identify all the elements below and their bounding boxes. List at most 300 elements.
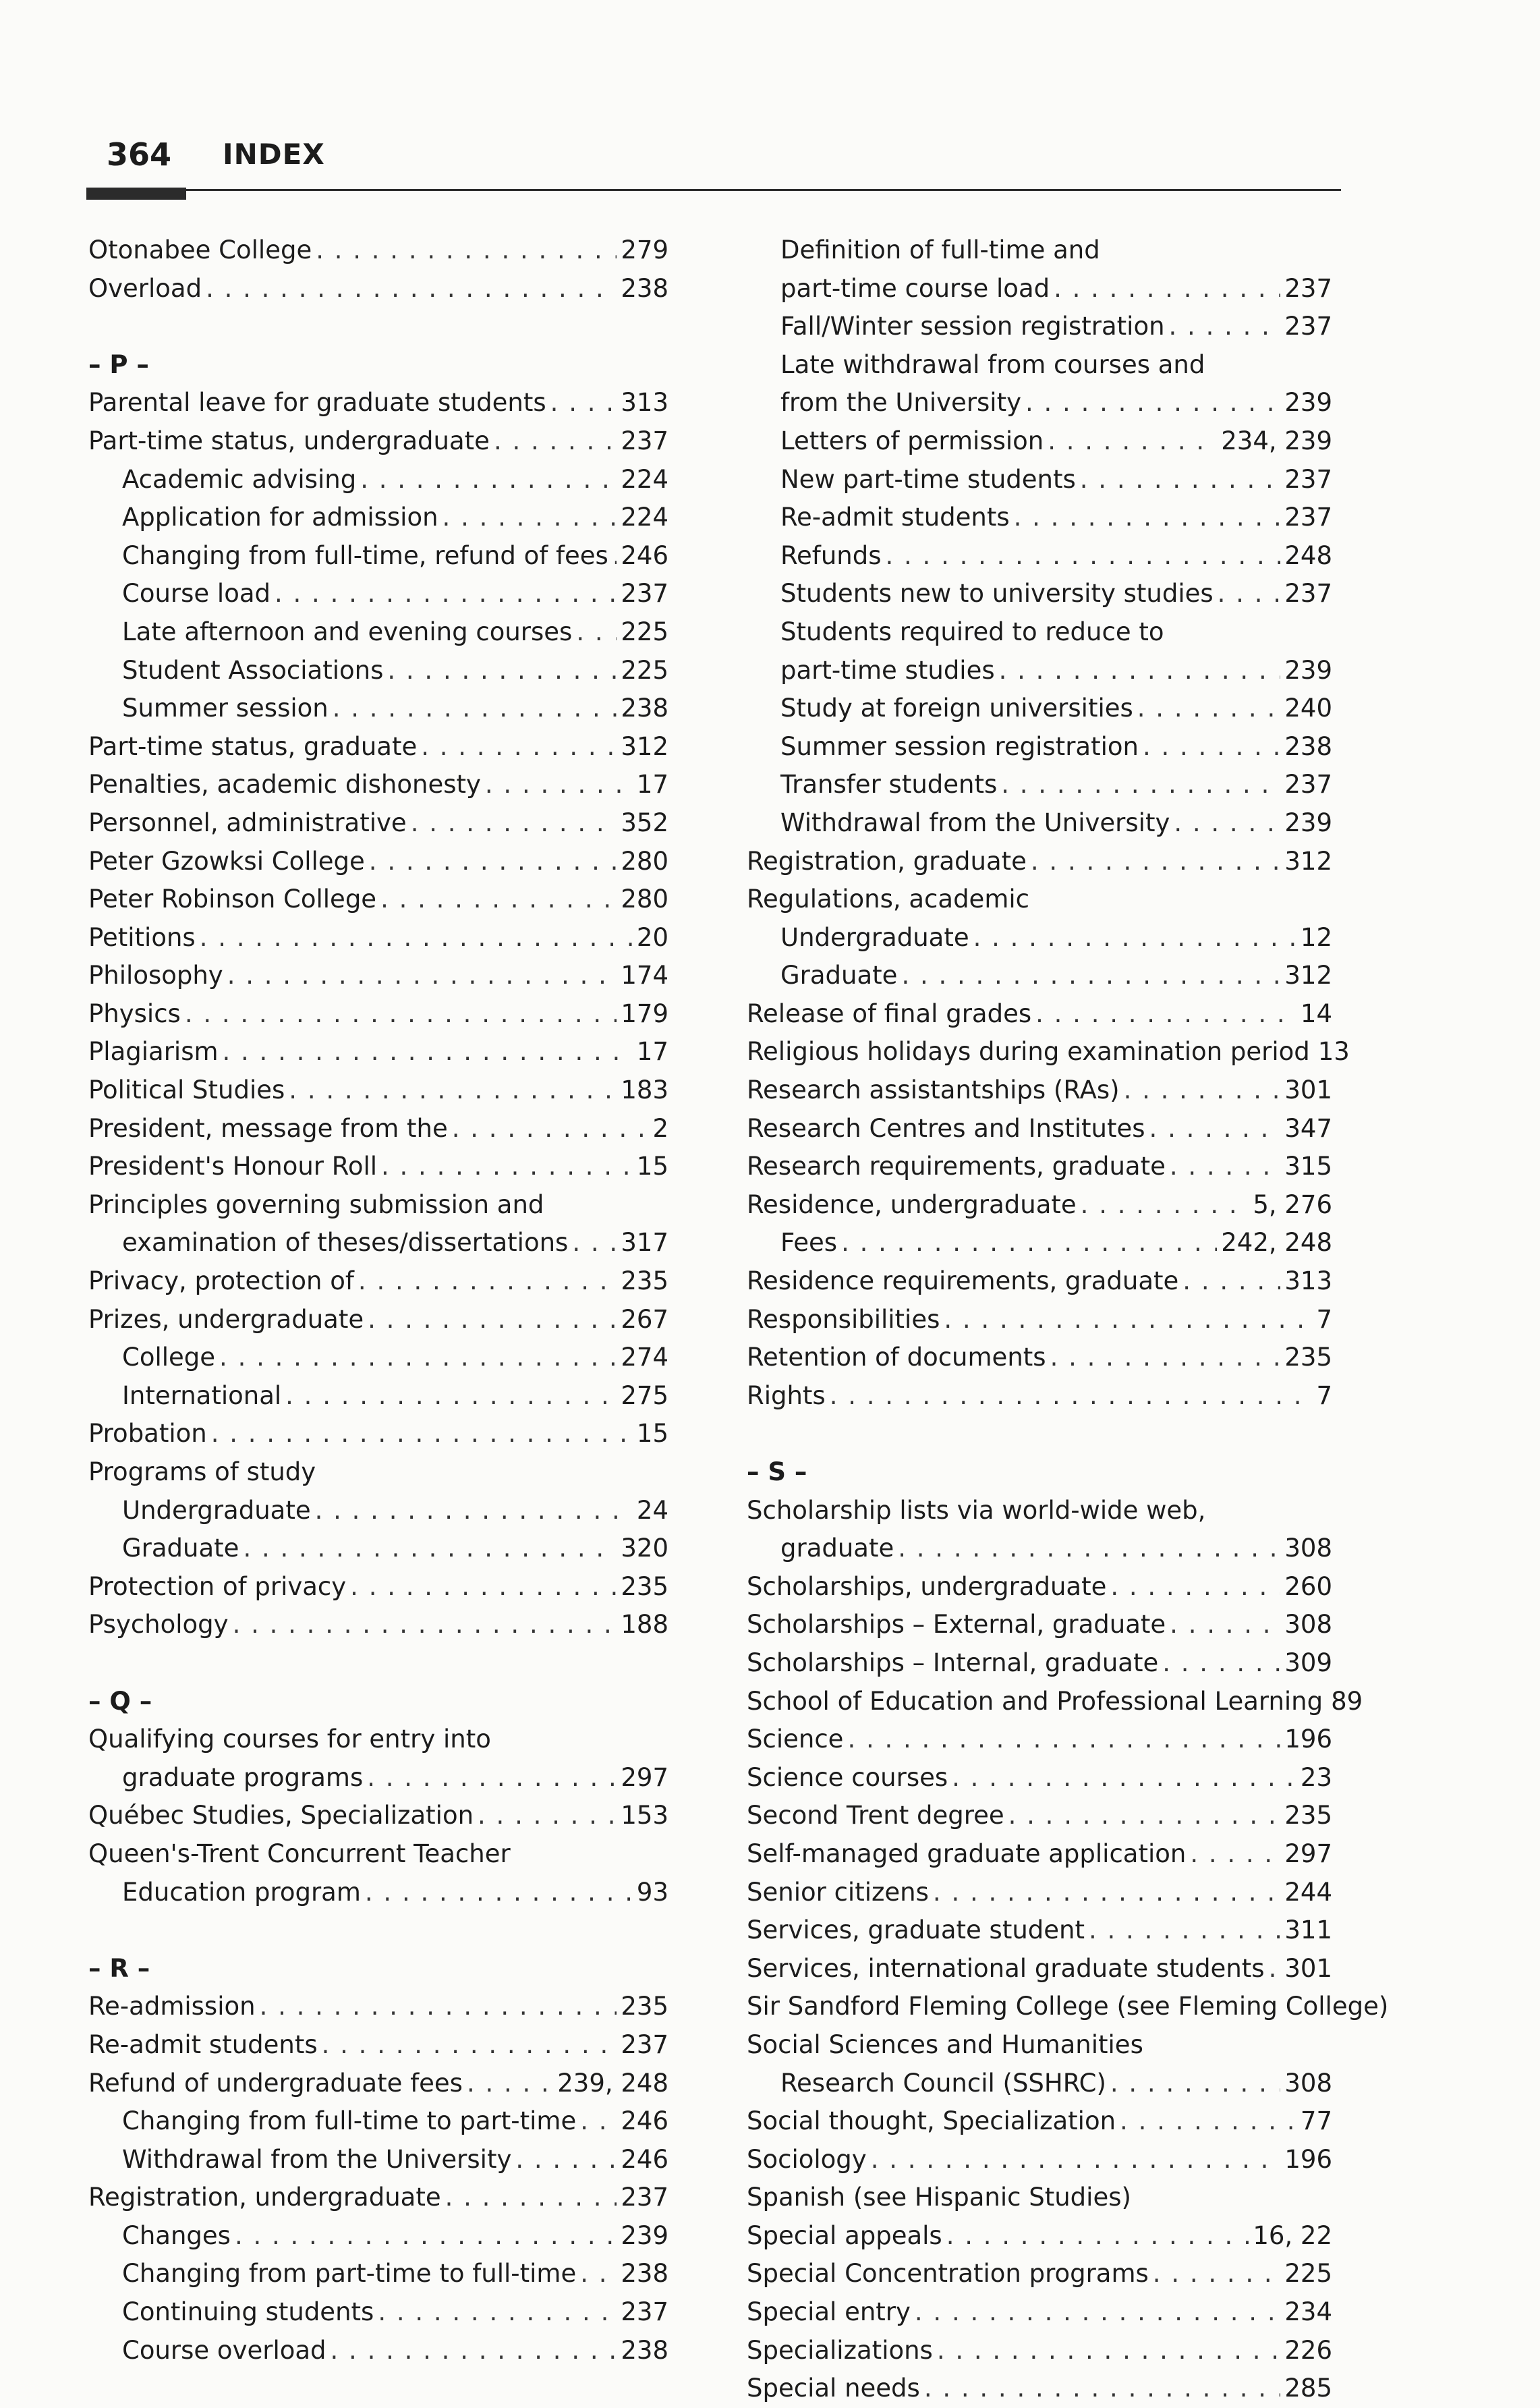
dot-leader bbox=[580, 2102, 617, 2141]
dot-leader bbox=[886, 537, 1281, 576]
entry-pages: 242, 248 bbox=[1221, 1228, 1332, 1258]
entry-term: Students new to university studies bbox=[780, 579, 1214, 609]
dot-leader bbox=[387, 652, 617, 690]
page-header bbox=[86, 132, 1341, 193]
entry-term: Graduate bbox=[780, 961, 898, 990]
entry-term: Privacy, protection of bbox=[88, 1266, 354, 1296]
dot-leader bbox=[924, 2370, 1281, 2408]
index-subentry bbox=[88, 2141, 668, 2179]
dot-leader bbox=[233, 1606, 617, 1644]
entry-term: Student Associations bbox=[122, 655, 384, 685]
dot-leader bbox=[485, 766, 633, 804]
dot-leader bbox=[494, 422, 617, 461]
entry-pages: 14 bbox=[1300, 999, 1332, 1028]
entry-pages: 347 bbox=[1284, 1113, 1332, 1143]
entry-pages: 224 bbox=[621, 503, 668, 532]
index-subentry bbox=[88, 461, 668, 499]
section-letter bbox=[747, 1453, 1332, 1492]
entry-term: graduate programs bbox=[122, 1762, 364, 1792]
index-entry bbox=[747, 2217, 1332, 2256]
dot-leader bbox=[289, 1071, 617, 1110]
dot-leader bbox=[952, 1759, 1296, 1797]
entry-pages: 313 bbox=[621, 388, 668, 418]
dot-leader bbox=[1110, 2065, 1280, 2103]
entry-term: Self-managed graduate application bbox=[747, 1839, 1187, 1868]
entry-term: Second Trent degree bbox=[747, 1801, 1004, 1830]
index-entry bbox=[747, 1911, 1332, 1950]
entry-term: Queen's-Trent Concurrent Teacher bbox=[88, 1839, 511, 1868]
entry-pages: 239 bbox=[621, 2220, 668, 2250]
dot-leader bbox=[421, 728, 617, 766]
entry-pages: 89 bbox=[1331, 1686, 1363, 1716]
entry-pages: 224 bbox=[621, 464, 668, 494]
dot-leader bbox=[1149, 1110, 1281, 1148]
entry-term: Penalties, academic dishonesty bbox=[88, 770, 481, 800]
dot-leader bbox=[260, 1988, 617, 2026]
section-letter bbox=[88, 1950, 668, 1988]
index-subentry bbox=[88, 2102, 668, 2141]
entry-term: School of Education and Professional Learning bbox=[747, 1686, 1323, 1716]
entry-pages: 237 bbox=[1284, 312, 1332, 341]
entry-term: – S – bbox=[747, 1457, 807, 1486]
entry-pages: 238 bbox=[621, 694, 668, 723]
entry-pages: 234, 239 bbox=[1221, 426, 1332, 455]
dot-leader bbox=[933, 1874, 1280, 1912]
entry-pages: 237 bbox=[1284, 464, 1332, 494]
dot-leader bbox=[411, 804, 617, 843]
dot-leader bbox=[275, 575, 617, 613]
entry-pages: 237 bbox=[621, 2297, 668, 2327]
entry-term: Registration, undergraduate bbox=[88, 2183, 441, 2212]
dot-leader bbox=[1089, 1911, 1280, 1950]
entry-term: Re-admit students bbox=[88, 2029, 318, 2059]
entry-pages: 235 bbox=[621, 1266, 668, 1296]
entry-term: Philosophy bbox=[88, 961, 223, 990]
dot-leader bbox=[1174, 804, 1280, 843]
entry-term: Special entry bbox=[747, 2297, 911, 2327]
entry-term: Application for admission bbox=[122, 503, 438, 532]
index-entry bbox=[747, 880, 1332, 919]
entry-term: Services, graduate student bbox=[747, 1915, 1085, 1945]
dot-leader bbox=[219, 1339, 617, 1377]
entry-term: Course overload bbox=[122, 2335, 326, 2365]
index-subentry bbox=[88, 1530, 668, 1568]
entry-term: Science courses bbox=[747, 1762, 948, 1792]
entry-pages: 309 bbox=[1284, 1648, 1332, 1677]
entry-term: International bbox=[122, 1380, 282, 1410]
entry-term: Undergraduate bbox=[780, 922, 969, 952]
entry-pages: 225 bbox=[621, 655, 668, 685]
entry-term: Spanish (see Hispanic Studies) bbox=[747, 2183, 1131, 2212]
dot-leader bbox=[1001, 766, 1280, 804]
entry-pages: 239 bbox=[1284, 655, 1332, 685]
index-entry bbox=[88, 1262, 668, 1301]
dot-leader bbox=[368, 1301, 617, 1339]
index-entry bbox=[747, 1874, 1332, 1912]
index-entry bbox=[747, 1988, 1389, 2026]
entry-term: Research Council (SSHRC) bbox=[780, 2068, 1106, 2098]
index-subentry bbox=[747, 766, 1332, 804]
dot-leader bbox=[937, 2332, 1281, 2370]
entry-term: Religious holidays during examination period bbox=[747, 1037, 1310, 1067]
index-entry bbox=[747, 1339, 1332, 1377]
dot-leader bbox=[612, 537, 617, 576]
entry-pages: 246 bbox=[621, 2106, 668, 2136]
entry-pages: 246 bbox=[621, 540, 668, 570]
entry-pages: 179 bbox=[621, 999, 668, 1028]
entry-term: Peter Robinson College bbox=[88, 885, 377, 914]
entry-term: Re-admission bbox=[88, 1992, 256, 2021]
entry-term: graduate bbox=[780, 1534, 894, 1563]
index-subentry bbox=[747, 422, 1332, 461]
entry-term: Principles governing submission and bbox=[88, 1189, 544, 1219]
dot-leader bbox=[1110, 1568, 1280, 1606]
entry-term: Special needs bbox=[747, 2374, 920, 2403]
dot-leader bbox=[478, 1797, 617, 1835]
index-subentry bbox=[747, 957, 1332, 995]
entry-pages: 312 bbox=[1284, 961, 1332, 990]
dot-leader bbox=[322, 2026, 617, 2065]
entry-term: Summer session bbox=[122, 694, 329, 723]
entry-term: Science bbox=[747, 1725, 844, 1754]
index-subentry bbox=[747, 537, 1332, 576]
entry-pages: 16, 22 bbox=[1253, 2220, 1332, 2250]
index-entry bbox=[88, 1453, 668, 1492]
index-entry bbox=[747, 2026, 1332, 2065]
index-entry bbox=[88, 1988, 668, 2026]
entry-term: Senior citizens bbox=[747, 1877, 929, 1907]
entry-term: Political Studies bbox=[88, 1075, 285, 1105]
entry-term: Scholarships – External, graduate bbox=[747, 1610, 1166, 1640]
entry-pages: 297 bbox=[1284, 1839, 1332, 1868]
dot-leader bbox=[1035, 995, 1296, 1034]
entry-term: Research assistantships (RAs) bbox=[747, 1075, 1120, 1105]
index-subentry bbox=[88, 575, 668, 613]
entry-pages: 239 bbox=[1284, 808, 1332, 837]
dot-leader bbox=[1014, 499, 1281, 537]
entry-term: Services, international graduate students bbox=[747, 1953, 1265, 1983]
dot-leader bbox=[1050, 1339, 1281, 1377]
index-entry bbox=[88, 2026, 668, 2065]
entry-pages: 24 bbox=[636, 1495, 668, 1525]
entry-term: Protection of privacy bbox=[88, 1571, 347, 1601]
index-entry bbox=[88, 957, 668, 995]
dot-leader bbox=[316, 231, 617, 270]
entry-pages: 237 bbox=[1284, 770, 1332, 800]
index-subentry bbox=[747, 308, 1332, 346]
dot-leader bbox=[841, 1224, 1217, 1262]
index-entry bbox=[88, 2065, 668, 2103]
index-entry bbox=[747, 1262, 1332, 1301]
entry-pages: 235 bbox=[621, 1992, 668, 2021]
index-subentry bbox=[88, 690, 668, 728]
entry-pages: 235 bbox=[1284, 1343, 1332, 1372]
dot-leader bbox=[1162, 1644, 1280, 1683]
index-entry bbox=[88, 1301, 668, 1339]
index-entry bbox=[747, 1797, 1332, 1835]
index-entry bbox=[747, 2255, 1332, 2293]
dot-leader bbox=[211, 1415, 633, 1453]
dot-leader bbox=[369, 843, 617, 881]
entry-pages: 183 bbox=[621, 1075, 668, 1105]
section-gap bbox=[88, 308, 668, 346]
index-entry bbox=[747, 1835, 1332, 1874]
entry-pages: 239, 248 bbox=[557, 2068, 668, 2098]
index-entry bbox=[88, 804, 668, 843]
dot-leader bbox=[380, 880, 617, 919]
index-entry bbox=[88, 231, 668, 270]
dot-leader bbox=[378, 2293, 617, 2332]
entry-term: Specializations bbox=[747, 2335, 933, 2365]
entry-term: Peter Gzowksi College bbox=[88, 846, 365, 876]
entry-term: Research requirements, graduate bbox=[747, 1152, 1166, 1181]
index-entry bbox=[88, 1835, 668, 1874]
entry-pages: 153 bbox=[621, 1801, 668, 1830]
entry-term: Refund of undergraduate fees bbox=[88, 2068, 463, 2098]
entry-term: Residence requirements, graduate bbox=[747, 1266, 1179, 1296]
entry-term: New part-time students bbox=[780, 464, 1076, 494]
entry-term: Changing from part-time to full-time bbox=[122, 2259, 577, 2289]
index-entry bbox=[88, 919, 668, 957]
dot-leader bbox=[1170, 1148, 1281, 1186]
index-entry bbox=[747, 1759, 1332, 1797]
entry-pages: 315 bbox=[1284, 1152, 1332, 1181]
entry-pages: 244 bbox=[1284, 1877, 1332, 1907]
entry-pages: 238 bbox=[621, 273, 668, 303]
entry-pages: 352 bbox=[621, 808, 668, 837]
dot-leader bbox=[452, 1110, 649, 1148]
index-entry bbox=[747, 1644, 1332, 1683]
dot-leader bbox=[206, 270, 617, 308]
index-entry bbox=[747, 2370, 1332, 2408]
dot-leader bbox=[1031, 843, 1280, 881]
index-subentry bbox=[88, 2293, 668, 2332]
entry-term: – R – bbox=[88, 1953, 150, 1983]
entry-term: from the University bbox=[780, 388, 1021, 418]
index-subentry bbox=[747, 728, 1332, 766]
entry-pages: 301 bbox=[1284, 1953, 1332, 1983]
entry-pages: 267 bbox=[621, 1304, 668, 1334]
index-entry bbox=[88, 843, 668, 881]
index-entry bbox=[88, 1148, 668, 1186]
index-subentry bbox=[88, 2217, 668, 2256]
entry-term: Physics bbox=[88, 999, 181, 1028]
entry-term: Fall/Winter session registration bbox=[780, 312, 1165, 341]
entry-pages: 274 bbox=[621, 1343, 668, 1372]
entry-term: Québec Studies, Specialization bbox=[88, 1801, 474, 1830]
entry-term: Psychology bbox=[88, 1610, 229, 1640]
index-entry bbox=[747, 995, 1332, 1034]
entry-pages: 226 bbox=[1284, 2335, 1332, 2365]
dot-leader bbox=[358, 1262, 617, 1301]
entry-pages: 238 bbox=[1284, 731, 1332, 761]
entry-pages: 240 bbox=[1284, 694, 1332, 723]
index-subentry bbox=[88, 537, 668, 576]
entry-term: Withdrawal from the University bbox=[122, 2144, 512, 2174]
dot-leader bbox=[227, 957, 617, 995]
dot-leader bbox=[331, 2332, 617, 2370]
dot-leader bbox=[830, 1377, 1313, 1416]
dot-leader bbox=[1169, 308, 1281, 346]
page-title: INDEX bbox=[223, 138, 325, 171]
entry-pages: 308 bbox=[1284, 1534, 1332, 1563]
dot-leader bbox=[1025, 384, 1280, 422]
index-entry bbox=[88, 1568, 668, 1606]
entry-pages: 317 bbox=[621, 1228, 668, 1258]
dot-leader bbox=[847, 1720, 1280, 1759]
entry-pages: 235 bbox=[1284, 1801, 1332, 1830]
entry-term: Petitions bbox=[88, 922, 196, 952]
entry-term: Transfer students bbox=[780, 770, 998, 800]
index-subentry bbox=[747, 919, 1332, 957]
index-entry bbox=[747, 2179, 1332, 2217]
index-subentry bbox=[747, 346, 1332, 385]
entry-pages: 308 bbox=[1284, 1610, 1332, 1640]
index-subentry bbox=[88, 613, 668, 652]
index-entry bbox=[88, 384, 668, 422]
index-entry bbox=[747, 1950, 1332, 1988]
entry-term: Changing from full-time to part-time bbox=[122, 2106, 577, 2136]
index-subentry bbox=[88, 652, 668, 690]
index-entry bbox=[88, 1720, 668, 1759]
entry-pages: 15 bbox=[636, 1419, 668, 1449]
entry-term: Qualifying courses for entry into bbox=[88, 1725, 491, 1754]
dot-leader bbox=[223, 1033, 633, 1071]
index-entry bbox=[747, 1186, 1332, 1225]
dot-leader bbox=[315, 1492, 633, 1530]
index-subentry bbox=[88, 1492, 668, 1530]
index-subentry bbox=[747, 690, 1332, 728]
dot-leader bbox=[1153, 2255, 1281, 2293]
entry-pages: 237 bbox=[621, 2183, 668, 2212]
index-subentry bbox=[88, 1874, 668, 1912]
entry-pages: 196 bbox=[1284, 2144, 1332, 2174]
entry-term: Research Centres and Institutes bbox=[747, 1113, 1145, 1143]
dot-leader bbox=[1137, 690, 1281, 728]
dot-leader bbox=[365, 1874, 633, 1912]
index-subentry bbox=[88, 1339, 668, 1377]
entry-term: Special appeals bbox=[747, 2220, 942, 2250]
entry-term: Undergraduate bbox=[122, 1495, 311, 1525]
index-entry bbox=[747, 2293, 1332, 2332]
entry-pages: 23 bbox=[1300, 1762, 1332, 1792]
entry-term: President's Honour Roll bbox=[88, 1152, 378, 1181]
entry-pages: 7 bbox=[1316, 1304, 1332, 1334]
dot-leader bbox=[999, 652, 1281, 690]
entry-term: Withdrawal from the University bbox=[780, 808, 1170, 837]
entry-pages: 237 bbox=[621, 579, 668, 609]
entry-pages: 237 bbox=[1284, 579, 1332, 609]
index-subentry bbox=[747, 270, 1332, 308]
entry-pages: 320 bbox=[621, 1534, 668, 1563]
header-rule bbox=[86, 189, 1341, 191]
dot-leader bbox=[1190, 1835, 1280, 1874]
dot-leader bbox=[285, 1377, 617, 1416]
index-subentry bbox=[747, 1530, 1332, 1568]
index-subentry bbox=[747, 231, 1332, 270]
entry-pages: 311 bbox=[1284, 1915, 1332, 1945]
entry-pages: 234 bbox=[1284, 2297, 1332, 2327]
dot-leader bbox=[550, 384, 617, 422]
index-subentry bbox=[747, 575, 1332, 613]
entry-pages: 280 bbox=[621, 885, 668, 914]
entry-term: Changing from full-time, refund of fees bbox=[122, 540, 608, 570]
index-entry bbox=[747, 1148, 1332, 1186]
dot-leader bbox=[898, 1530, 1280, 1568]
index-entry bbox=[88, 1797, 668, 1835]
entry-pages: 313 bbox=[1284, 1266, 1332, 1296]
entry-term: Academic advising bbox=[122, 464, 357, 494]
index-subentry bbox=[747, 499, 1332, 537]
entry-pages: 279 bbox=[621, 235, 668, 264]
entry-term: Retention of documents bbox=[747, 1343, 1046, 1372]
entry-pages: 237 bbox=[1284, 273, 1332, 303]
index-entry bbox=[88, 880, 668, 919]
entry-pages: 275 bbox=[621, 1380, 668, 1410]
dot-leader bbox=[973, 919, 1296, 957]
entry-term: Part-time status, undergraduate bbox=[88, 426, 490, 455]
entry-pages: 285 bbox=[1284, 2374, 1332, 2403]
index-column-right bbox=[747, 231, 1389, 2408]
dot-leader bbox=[381, 1148, 633, 1186]
dot-leader bbox=[1008, 1797, 1281, 1835]
entry-term: Sir Sandford Fleming College (see Fleming College) bbox=[747, 1992, 1389, 2021]
index-entry bbox=[88, 422, 668, 461]
index-entry bbox=[88, 2179, 668, 2217]
index-entry bbox=[747, 2332, 1332, 2370]
entry-term: Scholarships – Internal, graduate bbox=[747, 1648, 1159, 1677]
entry-term: Social Sciences and Humanities bbox=[747, 2029, 1143, 2059]
index-entry bbox=[747, 1033, 1350, 1071]
entry-term: Social thought, Specialization bbox=[747, 2106, 1116, 2136]
entry-pages: 312 bbox=[621, 731, 668, 761]
dot-leader bbox=[1081, 1186, 1249, 1225]
index-subentry bbox=[747, 461, 1332, 499]
index-subentry bbox=[747, 2065, 1332, 2103]
dot-leader bbox=[576, 613, 617, 652]
index-entry bbox=[88, 270, 668, 308]
entry-pages: 238 bbox=[621, 2259, 668, 2289]
dot-leader bbox=[467, 2065, 553, 2103]
index-entry bbox=[88, 1033, 668, 1071]
dot-leader bbox=[443, 499, 617, 537]
dot-leader bbox=[580, 2255, 617, 2293]
dot-leader bbox=[1182, 1262, 1280, 1301]
entry-term: Regulations, academic bbox=[747, 885, 1029, 914]
entry-term: Personnel, administrative bbox=[88, 808, 407, 837]
dot-leader bbox=[360, 461, 617, 499]
dot-leader bbox=[1080, 461, 1281, 499]
dot-leader bbox=[946, 2217, 1249, 2256]
index-entry bbox=[747, 1606, 1332, 1644]
index-subentry bbox=[88, 1377, 668, 1416]
index-entry bbox=[88, 1606, 668, 1644]
entry-pages: 196 bbox=[1284, 1725, 1332, 1754]
index-subentry bbox=[747, 804, 1332, 843]
entry-pages: 237 bbox=[621, 2029, 668, 2059]
entry-term: Definition of full-time and bbox=[780, 235, 1100, 264]
index-subentry bbox=[88, 2332, 668, 2370]
entry-pages: 2 bbox=[652, 1113, 668, 1143]
entry-term: Release of final grades bbox=[747, 999, 1032, 1028]
entry-pages: 225 bbox=[621, 617, 668, 646]
entry-term: Prizes, undergraduate bbox=[88, 1304, 364, 1334]
entry-term: Responsibilities bbox=[747, 1304, 940, 1334]
entry-pages: 17 bbox=[636, 1037, 668, 1067]
section-gap bbox=[88, 1644, 668, 1683]
entry-pages: 188 bbox=[621, 1610, 668, 1640]
index-entry bbox=[88, 766, 668, 804]
